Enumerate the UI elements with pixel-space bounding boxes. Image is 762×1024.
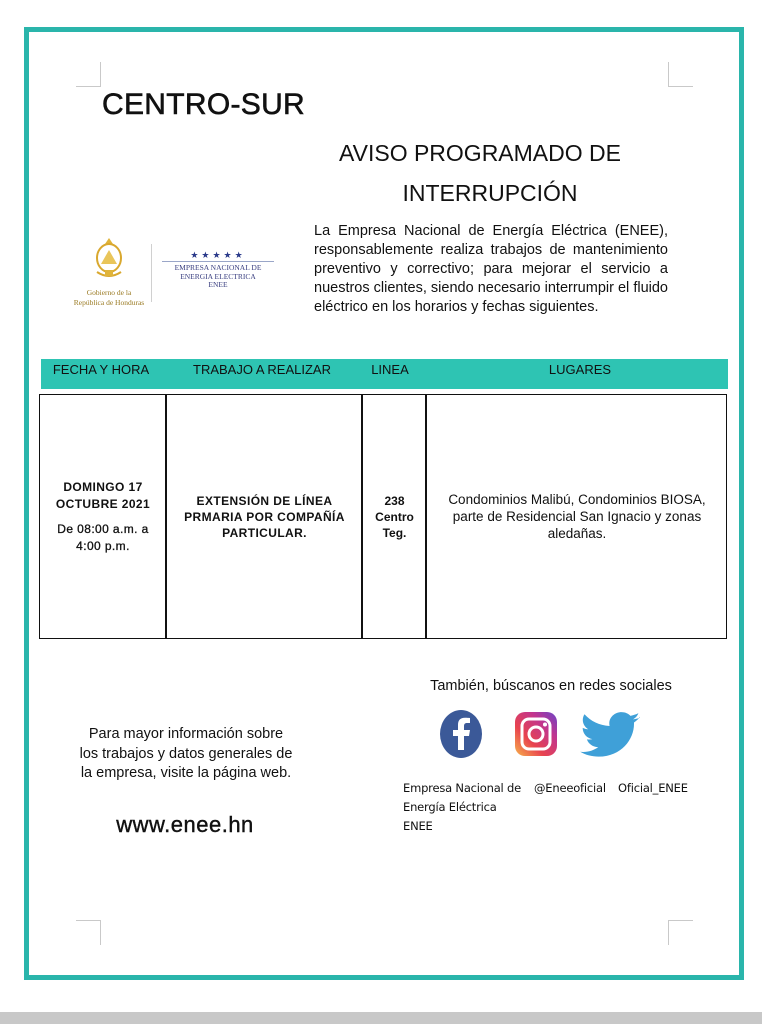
work-line2: PRMARIA POR COMPAÑÍA	[184, 509, 345, 524]
government-logo	[64, 234, 154, 306]
facebook-label-line2: Energía Eléctrica	[403, 800, 497, 814]
cell-places	[427, 395, 727, 638]
more-info-text: Para mayor información sobre los trabajos y datos generales de la empresa, visite la página web.	[79, 726, 293, 781]
table-header	[41, 359, 728, 389]
stars-icon: ★★★★★	[190, 250, 246, 260]
work-line3: PARTICULAR.	[222, 525, 307, 540]
logo-rule	[162, 261, 274, 262]
corner-mark	[668, 62, 693, 87]
facebook-label-line3: ENEE	[403, 819, 433, 833]
corner-mark	[76, 920, 101, 945]
places-text: Condominios Malibú, Condominios BIOSA, parte de Residencial San Ignacio y zonas aledañas.	[448, 492, 706, 541]
cell-line	[363, 395, 426, 638]
header-trabajo: TRABAJO A REALIZAR	[193, 362, 331, 377]
enee-logo-line2: ENERGIA ELECTRICA	[180, 271, 256, 281]
corner-mark	[668, 920, 693, 945]
intro-paragraph: La Empresa Nacional de Energía Eléctrica (ENEE), responsablemente realiza trabajos de mantenimiento preventivo y correctivo; para mejorar el servicio a nuestros clientes, siendo necesario interrumpir el fluido eléctrico en los horarios y fechas siguientes.	[314, 223, 668, 315]
facebook-icon[interactable]	[439, 709, 483, 759]
header-linea: LINEA	[371, 362, 409, 377]
region-title: CENTRO-SUR	[102, 88, 305, 121]
line-number: 238	[384, 493, 405, 508]
twitter-icon[interactable]	[578, 712, 642, 758]
cell-work	[167, 395, 362, 638]
enee-logo-line1: EMPRESA NACIONAL DE	[174, 263, 262, 272]
social-title: También, búscanos en redes sociales	[430, 678, 672, 694]
instagram-icon[interactable]	[514, 711, 558, 757]
website-link[interactable]: www.enee.hn	[116, 812, 254, 837]
government-logo-line1: Gobierno de la	[86, 288, 132, 297]
bottom-bar	[0, 1012, 762, 1024]
time-line1: De 08:00 a.m. a	[57, 521, 149, 536]
date-line1: DOMINGO 17	[63, 479, 143, 494]
facebook-label	[403, 779, 521, 836]
line-area1: Centro	[375, 509, 414, 524]
header-lugares: LUGARES	[548, 362, 612, 377]
logo-divider	[151, 244, 152, 302]
corner-mark	[76, 62, 101, 87]
enee-logo	[158, 250, 278, 290]
time-line2: 4:00 p.m.	[76, 538, 130, 553]
instagram-label: @Eneeoficial	[534, 781, 606, 795]
facebook-label-line1: Empresa Nacional de	[403, 781, 521, 795]
twitter-label: Oficial_ENEE	[618, 781, 688, 795]
notice-title-line1: AVISO PROGRAMADO DE	[338, 140, 621, 166]
enee-logo-line3: ENEE	[208, 280, 228, 289]
notice-title-line2: INTERRUPCIÓN	[402, 180, 578, 206]
cell-date-time	[40, 395, 166, 638]
honduras-coat-of-arms-icon	[89, 234, 129, 282]
government-logo-line2: República de Honduras	[73, 298, 145, 307]
line-area2: Teg.	[382, 525, 407, 540]
work-line1: EXTENSIÓN DE LÍNEA	[196, 493, 333, 508]
date-line2: OCTUBRE 2021	[55, 496, 151, 511]
header-fecha-hora: FECHA Y HORA	[52, 362, 150, 377]
table-row	[39, 394, 727, 639]
